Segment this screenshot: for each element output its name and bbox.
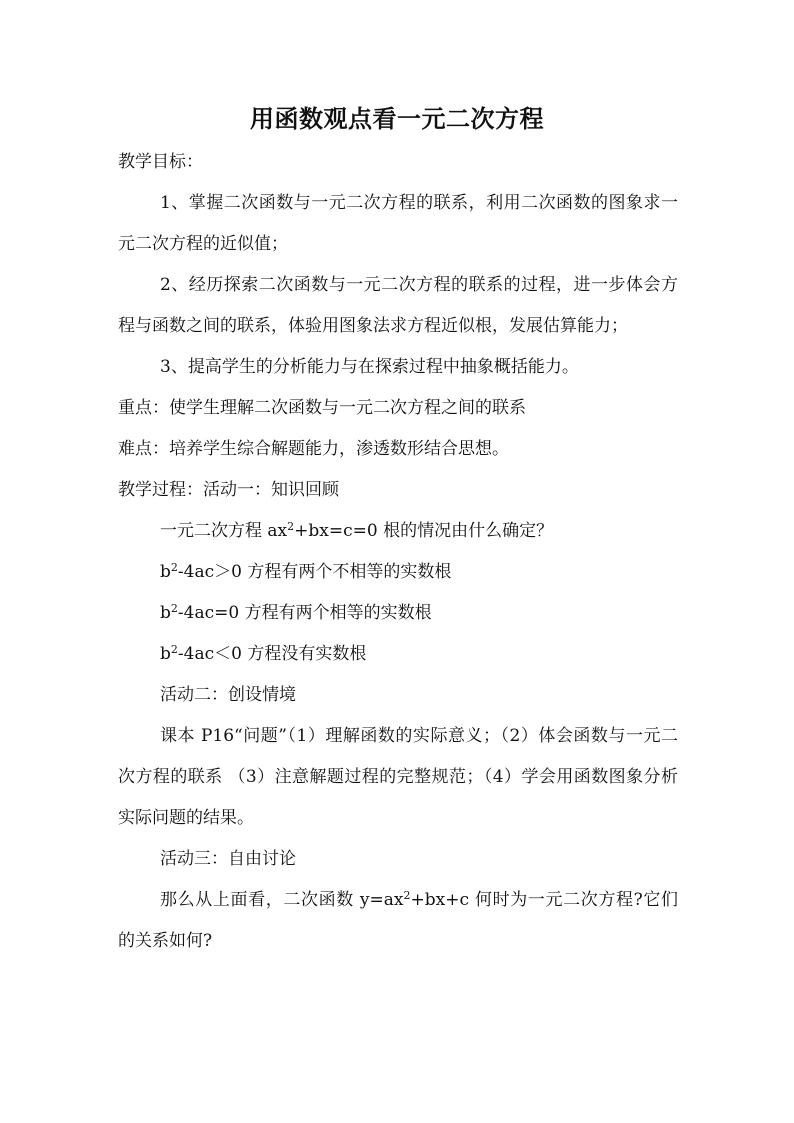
activity1-case-zero [118,593,678,634]
case1-pre: b [160,562,171,582]
objective-item-1: 1、掌握二次函数与一元二次方程的联系，利用二次函数的图象求一元二次方程的近似值； [118,193,678,254]
case3-post: -4ac＜0 方程没有实数根 [177,644,367,664]
case2-pre: b [160,603,171,623]
activity1-question-post: +bx=c=0 根的情况由什么确定？ [294,521,554,541]
activity3-text [118,880,678,962]
case1-sup: 2 [170,561,178,574]
activity1-question [118,511,678,552]
case2-post: -4ac=0 方程有两个相等的实数根 [177,603,432,623]
activity3-heading: 活动三：自由讨论 [160,849,296,869]
activity3-text-sup: 2 [403,889,411,902]
document-title: 用函数观点看一元二次方程 [250,104,544,133]
case3-pre: b [160,644,171,664]
activity3-text-post: +bx+c 何时为一元二次方程?它们的关系如何? [118,890,678,951]
case3-sup: 2 [170,643,178,656]
activity1-case-positive [118,552,678,593]
activity2-heading: 活动二：创设情境 [160,685,296,705]
key-point: 重点：使学生理解二次函数与一元二次方程之间的联系 [118,398,526,418]
objective-item-2: 2、经历探索二次函数与一元二次方程的联系的过程，进一步体会方程与函数之间的联系，体验用图象法求方程近似根，发展估算能力； [118,275,678,336]
objectives-heading: 教学目标： [118,152,203,172]
process-heading: 教学过程：活动一：知识回顾 [118,480,339,500]
activity1-question-sup: 2 [287,520,295,533]
document-body [118,142,678,962]
case2-sup: 2 [170,602,178,615]
activity1-case-negative [118,634,678,675]
objective-item-3: 3、提高学生的分析能力与在探索过程中抽象概括能力。 [160,357,579,377]
activity1-question-pre: 一元二次方程 ax [160,521,288,541]
case1-post: -4ac＞0 方程有两个不相等的实数根 [177,562,452,582]
difficult-point: 难点：培养学生综合解题能力，渗透数形结合思想。 [118,439,509,459]
activity3-text-pre: 那么从上面看，二次函数 y=ax [160,890,404,910]
activity2-text: 课本 P16“问题”（1）理解函数的实际意义；（2）体会函数与一元二次方程的联系 （3）注意解题过程的完整规范；（4）学会用函数图象分析实际问题的结果。 [118,726,678,828]
